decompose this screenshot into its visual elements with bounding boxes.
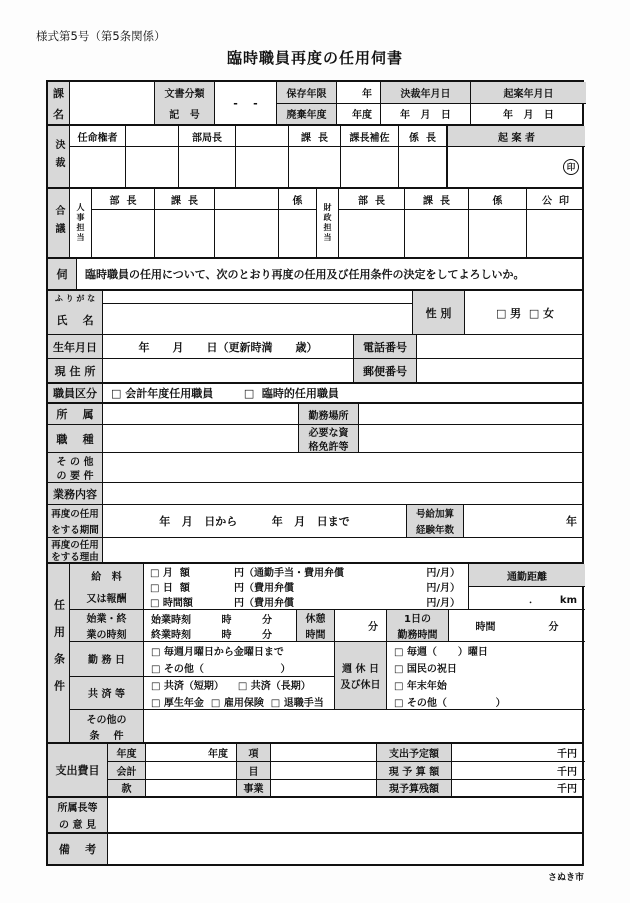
- stamp-cell: [69, 147, 125, 187]
- project-label: 事業: [236, 780, 270, 796]
- staff-category-label: 職員区分: [48, 384, 102, 402]
- stamp-cell: [278, 210, 316, 257]
- finance-dept-label: 財政担当: [316, 189, 338, 257]
- stamp-cell: [404, 210, 468, 257]
- name-input-area: [102, 291, 412, 334]
- approval-stamp-row: [69, 146, 585, 187]
- workplace-label: 勤務場所: [298, 404, 358, 424]
- expenditure-row-3: [107, 779, 585, 796]
- consult-title: 部 長: [338, 189, 404, 209]
- reason-field: [102, 538, 585, 562]
- remarks-label: 備 考: [48, 834, 107, 864]
- item-field: [270, 762, 376, 778]
- stamp-cell: [468, 210, 526, 257]
- workdays-label: 勤 務 日: [69, 642, 143, 676]
- approval-date-col: 決裁年月日 年 月 日: [380, 82, 470, 124]
- personnel-dept-label: 人事担当: [69, 189, 91, 257]
- sex-label: 性 別: [412, 291, 464, 334]
- commute-distance-col: 通勤距離 ． km: [468, 564, 585, 609]
- stamp-cell: [340, 147, 398, 187]
- duties-label: 業務内容: [48, 483, 102, 504]
- remaining-budget-field: 千円: [451, 780, 585, 796]
- draft-date-col: 起案年月日 年 月 日: [470, 82, 586, 124]
- salary-daily-line: □ 日 額 円（費用弁償 円/月）: [150, 583, 460, 594]
- salary-hourly-line: □ 時間額 円（費用弁償 円/月）: [150, 598, 460, 609]
- postal-field: [416, 359, 585, 382]
- blank-cell: [125, 126, 178, 146]
- item-label: 目: [236, 762, 270, 778]
- seal-mark-icon: 印: [563, 159, 579, 175]
- remaining-budget-label: 現予算残額: [376, 780, 451, 796]
- account-label: 会計: [107, 762, 145, 778]
- workdays-benefits-block: [69, 641, 585, 709]
- weekly-holiday-label: 週 休 日 及び休日: [334, 642, 386, 709]
- consult-title: 課 長: [154, 189, 214, 209]
- retention-values: 年 年度: [336, 82, 380, 124]
- doc-header-row: [48, 82, 582, 124]
- start-time-line: 始業時刻 時 分: [151, 614, 272, 626]
- form-number: 様式第5号（第5条関係）: [36, 29, 166, 43]
- daily-hours-label: 1日の 勤務時間: [386, 610, 448, 641]
- weekly-holiday-checkboxes: □ 毎週（ ）曜日 □ 国民の祝日 □ 年末年始 □ その他（ ）: [386, 642, 585, 709]
- section-field: [270, 744, 376, 761]
- expenditure-section: [48, 742, 582, 796]
- consult-title: 部 長: [91, 189, 154, 209]
- stamp-cell: [398, 147, 446, 187]
- approval-section-label: 決裁: [48, 126, 69, 187]
- approver-title: 課長補佐: [340, 126, 398, 146]
- remarks-field: [107, 834, 586, 864]
- doc-class-label: 文書分類 記 号: [154, 82, 214, 124]
- workdays-checkboxes: □ 毎週月曜日から金曜日まで □ その他（ ）: [143, 642, 334, 676]
- department-row: [48, 402, 582, 424]
- account-field: [145, 762, 236, 778]
- job-type-label: 職 種: [48, 425, 102, 452]
- start-end-times: [143, 610, 296, 641]
- consultation-left-headers: [91, 189, 316, 209]
- job-type-row: [48, 424, 582, 452]
- work-hours-label: 始業・終 業の時刻: [69, 610, 143, 641]
- doc-number-cell: - -: [214, 82, 276, 124]
- inquiry-row: [48, 257, 582, 289]
- stamp-cell: [235, 147, 288, 187]
- name-field: [103, 304, 412, 334]
- salary-monthly-line: □ 月 額 円（通勤手当・費用弁償 円/月）: [150, 568, 460, 579]
- page-title: 臨時職員再度の任用伺書: [226, 49, 403, 67]
- consultation-right-headers: [338, 189, 584, 209]
- experience-years-field: 年: [463, 505, 585, 537]
- stamp-cell: [526, 210, 584, 257]
- consult-title: 係: [468, 189, 526, 209]
- approver-title: 課 長: [288, 126, 340, 146]
- division-label: 款: [107, 780, 145, 796]
- drafter-title: 起 案 者: [446, 126, 585, 146]
- project-field: [270, 780, 376, 796]
- consultation-right-stamps: [338, 209, 584, 257]
- break-time-label: 休憩 時間: [296, 610, 334, 641]
- postal-label: 郵便番号: [353, 359, 416, 382]
- approval-header-row: [69, 126, 585, 146]
- approver-title: 部局長: [178, 126, 235, 146]
- job-type-field: [102, 425, 298, 452]
- duties-field: [102, 483, 585, 504]
- department-label: 所 属: [48, 404, 102, 424]
- qualification-field: [358, 425, 585, 452]
- kamei-value-cell: [69, 82, 154, 124]
- consultation-section: [48, 187, 582, 257]
- expenditure-row-1: [107, 744, 585, 761]
- sex-checkboxes: □ 男 □ 女: [464, 291, 585, 334]
- other-requirements-field: [102, 453, 585, 482]
- benefits-row: [69, 676, 334, 710]
- commute-distance-field: ． km: [469, 586, 585, 609]
- work-hours-row: [69, 609, 585, 641]
- supervisor-opinion-row: [48, 796, 582, 832]
- consultation-section-label: 合議: [48, 189, 69, 257]
- inquiry-text: 臨時職員の任用について、次のとおり再度の任用及び任用条件の決定をしてよろしいか。: [76, 259, 585, 289]
- stamp-cell: [91, 210, 154, 257]
- reappointment-period-label: 再度の任用 をする期間: [48, 505, 102, 537]
- employment-conditions-section: [48, 562, 582, 742]
- other-conditions-label: その他の 条 件: [69, 710, 143, 742]
- fiscal-year-label: 年度: [107, 744, 145, 761]
- salary-row: [69, 564, 585, 609]
- qualification-label: 必要な資 格免許等: [298, 425, 358, 452]
- phone-label: 電話番号: [353, 335, 416, 358]
- stamp-cell: [178, 147, 235, 187]
- birthdate-label: 生年月日: [48, 335, 102, 358]
- form-table: [46, 80, 584, 866]
- period-field: 年 月 日から 年 月 日まで: [102, 505, 406, 537]
- benefits-label: 共 済 等: [69, 677, 143, 710]
- name-row: [48, 289, 582, 334]
- salary-step-label: 号給加算 経験年数: [406, 505, 463, 537]
- fiscal-year-field: 年度: [145, 744, 236, 761]
- break-time-field: 分: [334, 610, 386, 641]
- duties-row: [48, 482, 582, 504]
- section-label: 項: [236, 744, 270, 761]
- other-requirements-row: [48, 452, 582, 482]
- current-budget-field: 千円: [451, 762, 585, 778]
- name-label: ふ り が な 氏 名: [48, 291, 102, 334]
- planned-amount-field: 千円: [451, 744, 585, 761]
- workdays-row: [69, 642, 334, 676]
- blank-cell: [235, 126, 288, 146]
- expenditure-label: 支出費目: [48, 744, 107, 796]
- staff-category-checkboxes: □ 会計年度任用職員 □ 臨時的任用職員: [102, 384, 585, 402]
- reappointment-reason-label: 再度の任用 をする理由: [48, 538, 102, 562]
- planned-amount-label: 支出予定額: [376, 744, 451, 761]
- stamp-cell: [125, 147, 178, 187]
- reappointment-period-row: [48, 504, 582, 537]
- reappointment-reason-row: [48, 537, 582, 562]
- daily-hours-field: 時間 分: [448, 610, 585, 641]
- stamp-cell: [214, 210, 278, 257]
- retention-labels: 保存年限 廃棄年度: [276, 82, 336, 124]
- conditions-section-label: 任用条件: [48, 564, 69, 742]
- consult-title: 係: [278, 189, 316, 209]
- benefits-checkboxes: □ 共済（短期） □ 共済（長期） □ 厚生年金 □ 雇用保険 □ 退職手当: [143, 677, 334, 710]
- staff-category-row: [48, 382, 582, 402]
- furigana-field: [103, 291, 412, 304]
- approver-title: 任命権者: [69, 126, 125, 146]
- remarks-row: [48, 832, 582, 864]
- end-time-line: 終業時刻 時 分: [151, 629, 272, 641]
- inquiry-label: 伺: [48, 259, 76, 289]
- stamp-cell: [288, 147, 340, 187]
- other-conditions-row: [69, 709, 585, 742]
- drafter-stamp-cell: [446, 147, 585, 187]
- approver-title: 係 長: [398, 126, 446, 146]
- stamp-cell: [338, 210, 404, 257]
- department-field: [102, 404, 298, 424]
- phone-field: [416, 335, 585, 358]
- municipality-name: さぬき市: [547, 873, 584, 883]
- other-conditions-field: [143, 710, 585, 742]
- salary-checkboxes: [143, 564, 468, 609]
- address-row: [48, 358, 582, 382]
- current-budget-label: 現 予 算 額: [376, 762, 451, 778]
- division-field: [145, 780, 236, 796]
- consult-title: 課 長: [404, 189, 468, 209]
- stamp-cell: [154, 210, 214, 257]
- other-requirements-label: そ の 他 の 要 件: [48, 453, 102, 482]
- consultation-left-stamps: [91, 209, 316, 257]
- approval-section: [48, 124, 582, 187]
- workplace-field: [358, 404, 585, 424]
- section-label-kamei: 課 名: [48, 82, 69, 124]
- address-field: [102, 359, 353, 382]
- address-label: 現 住 所: [48, 359, 102, 382]
- birthdate-field: 年 月 日（更新時満 歳）: [102, 335, 353, 358]
- official-seal-title: 公 印: [526, 189, 584, 209]
- expenditure-row-2: [107, 761, 585, 778]
- salary-label: 給 料 又は報酬: [69, 564, 143, 609]
- supervisor-opinion-field: [107, 798, 586, 832]
- blank-cell: [214, 189, 278, 209]
- birthdate-row: [48, 334, 582, 358]
- supervisor-opinion-label: 所属長等 の 意 見: [48, 798, 107, 832]
